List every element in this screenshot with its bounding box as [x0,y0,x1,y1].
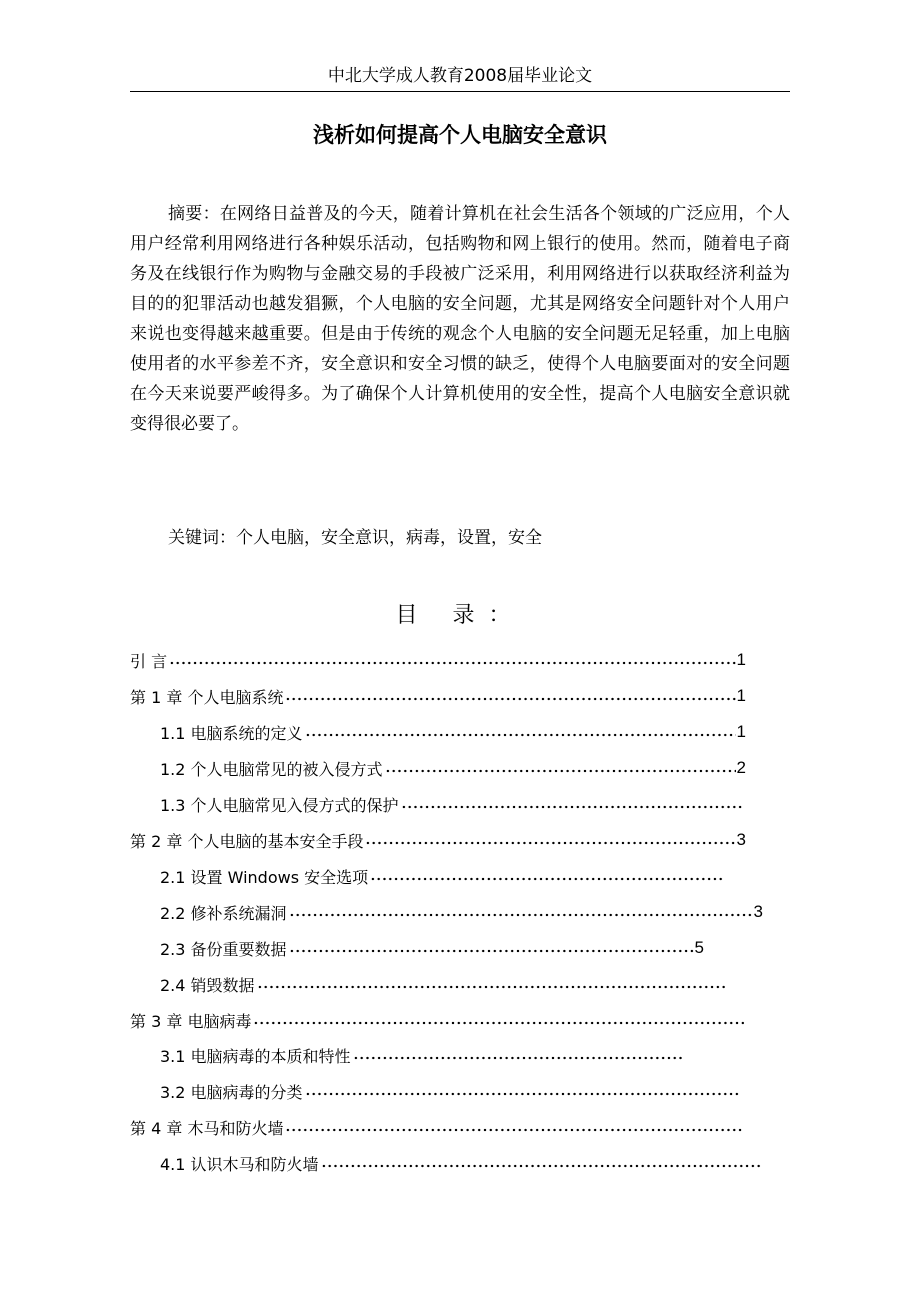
abstract [130,199,790,439]
toc-entry [130,648,746,672]
toc-entry-text: 2.4 销毁数据 [160,975,255,995]
toc-entry-text: 2.3 备份重要数据 [160,939,287,959]
toc-entry-page: 5 [694,938,704,957]
toc-leader [353,1056,683,1060]
toc-leader [305,1092,740,1096]
toc-title: 目 录： [395,603,525,628]
toc-leader [285,1128,744,1132]
toc-entry-text: 1.1 电脑系统的定义 [160,723,303,743]
toc-entry-text: 第 2 章 个人电脑的基本安全手段 [130,831,364,851]
abstract-label: 摘要： [168,204,220,224]
toc-entry [160,720,746,744]
toc-entry-text: 2.1 设置 Windows 安全选项 [160,867,369,887]
toc-entry-text: 2.2 修补系统漏洞 [160,903,287,923]
toc-entry [130,1008,753,1032]
toc-leader [257,985,725,989]
toc-entry [160,936,704,960]
toc-entry [130,1115,753,1139]
toc-entry-text: 3.2 电脑病毒的分类 [160,1082,303,1102]
toc-leader [169,661,735,665]
toc-entry-page: 2 [736,758,746,777]
toc-leader [365,841,735,845]
toc-entry-text: 引 言 [130,651,168,671]
toc-entry-text: 第 3 章 电脑病毒 [130,1011,252,1031]
toc-entry-page: 3 [753,902,763,921]
toc-entry-text: 4.1 认识木马和防火墙 [160,1154,319,1174]
toc-leader [401,805,744,809]
toc-leader [289,913,753,917]
toc-entry [130,684,746,708]
toc-entry [160,792,753,816]
toc-leader [385,769,736,773]
toc-entry [160,900,763,924]
paper-title: 浅析如何提高个人电脑安全意识 [313,123,607,147]
toc-leader [305,733,736,737]
toc-entry [160,1151,771,1175]
toc-entry-page: 3 [736,830,746,849]
toc-entry [160,972,734,996]
toc-leader [289,949,694,953]
toc-entry [160,1079,749,1103]
toc-leader [253,1021,744,1025]
toc-entry-text: 1.2 个人电脑常见的被入侵方式 [160,759,383,779]
header-rule [130,91,790,92]
keywords-label: 关键词： [168,528,236,548]
toc-entry [130,828,746,852]
toc-leader [285,697,735,701]
toc-leader [370,877,725,881]
toc-entry-page: 1 [736,722,746,741]
keywords [168,525,542,551]
toc-entry [160,1043,692,1067]
keywords-text: 个人电脑，安全意识，病毒，设置，安全 [236,528,542,548]
toc-entry-text: 3.1 电脑病毒的本质和特性 [160,1046,351,1066]
toc-leader [321,1164,762,1168]
toc-entry-text: 第 1 章 个人电脑系统 [130,687,284,707]
toc-entry-page: 1 [736,686,746,705]
toc-entry [160,864,734,888]
toc-entry-text: 第 4 章 木马和防火墙 [130,1118,284,1138]
toc-entry-text: 1.3 个人电脑常见入侵方式的保护 [160,795,399,815]
toc-entry-page: 1 [736,650,746,669]
abstract-text: 在网络日益普及的今天，随着计算机在社会生活各个领域的广泛应用，个人用户经常利用网络进行各种娱乐活动，包括购物和网上银行的使用。然而，随着电子商务及在线银行作为购物与金融交易的手段被广泛采用，利用网络进行以获取经济利益为目的的犯罪活动也越发猖獗，个人电脑的安全问题，尤其是网络安全问题针对个人用户来说也变得越来越重要。但是由于传统的观念个人电脑的安全问题无足轻重，加上电脑使用者的水平参差不齐，安全意识和安全习惯的缺乏，使得个人电脑要面对的安全问题在今天来说要严峻得多。为了确保个人计算机使用的安全性，提高个人电脑安全意识就变得很必要了。 [130,204,791,434]
toc-entry [160,756,746,780]
running-header: 中北大学成人教育2008届毕业论文 [327,66,593,86]
